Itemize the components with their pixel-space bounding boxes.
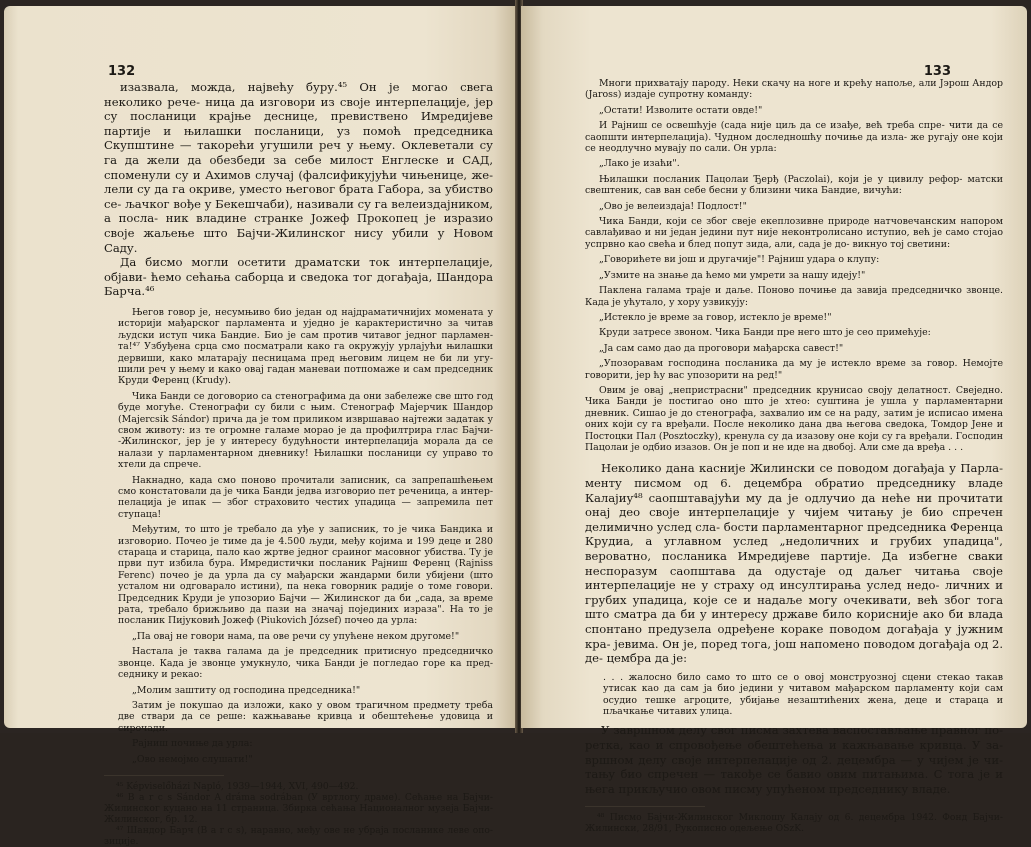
left-page	[4, 6, 517, 847]
footnote: ⁴⁸ Писмо Бајчи-Жилинског Миклошу Калају од 6. децембра 1942. Фонд Бајчи-Жилински, 28/91, Рукописно одељење OSzK.	[585, 812, 1003, 835]
memoir-paragraph: „Истекло је време за говор, истекло је време!"	[599, 311, 832, 323]
footnote: ⁴⁵ Képviselőházi Napló, 1939—1944, XVI, 490—492.	[116, 780, 359, 792]
footnotes	[104, 781, 493, 847]
paragraph: У завршном делу свог писма захтева васпостављање правног по- ретка, као и спровођење обештећења и кажњавање кривца. У за- вршном делу своје интерпелације од 2. децембра — у чијем је чи- тању био спречен — такође се бавио овим питањима. С тога је и њега прикључио овом писму упућеном председнику владе.	[585, 723, 1003, 796]
memoir-paragraph: Међутим, то што је требало да уђе у записник, то је чика Бандика и изговорио. Почео је тиме да је 4.500 људи, међу којима и 199 деце и 280 стараца и старица, пало као жртве једног сраиног масовног убиства. Ту је први пут избила бура. Имредистички посланик Рајниш Ференц (Rajniss Ferenc) почео је да урла да су мађарски жандарми били убијени (што усталом ни одговарало истини), па нека говорник радије о томе говори. Председник Круди је упозорио Бајчи — Жилинског да би „сада, за време рата, требало брижљиво да пази на значај појединих израза". На то је посланик Пијуковић Јожеф (Piukovich József) почео да урла:	[118, 524, 493, 627]
memoir-paragraph: Затим је покушао да изложи, како у овом трагичном предмету треба две ствари да се реше: кажњавање кривца и обештећење удовица и сирочади.	[118, 699, 493, 734]
memoir-paragraph: Настала је таква галама да је председник притиснуо председничко звонце. Када је звонце умукнуло, чика Банди је погледао горе ка пред- седнику и рекао:	[118, 646, 493, 681]
main-text	[104, 80, 493, 299]
memoir-paragraph: Овим је овај „непристрасни" председник крунисао своју делатност. Свеједно. Чика Банди је постигао оно што је хтео: суштина је ушла у парламентарни дневник. Сишао је до стенографа, захвалио им се на раду, затим је исписао имена оних који су га вређали. После неколико дана два његова сведока, Томдор Јене и Постоцки Пал (Posztoczky), кренула су да изазову оне који су га вређали. Господин Пацолаи је одбио изазов. Он је поп и не иде на двобој. Али сме да вређа . . .	[585, 384, 1003, 453]
memoir-paragraph: „Па овај не говори нама, па ове речи су упућене неком другоме!"	[132, 630, 460, 642]
memoir-paragraph: Њилашки посланик Пацолаи Ђерђ (Paczolai), који је у цивилу рефор- матски свештеник, сав ван себе бесни у близини чика Бандие, вичући:	[585, 173, 1003, 197]
memoir-paragraph: „Ово немојмо слушати!"	[132, 753, 253, 765]
memoir-paragraph: Многи прихватају пароду. Неки скачу на ноге и крећу напоље, али Јэрош Андор (Jaross) издаје супротну команду:	[585, 78, 1003, 101]
memoir-paragraph: И Рајниш се освешћује (сада није циљ да се изађе, већ треба спре- чити да се саопшти интерпелација). Чудном доследношћу почиње да изла- же ругају оне који се неодлучно мувају по сали. Он урла:	[585, 120, 1003, 155]
memoir-paragraph: Круди затресе звоном. Чика Банди пре него што је сео примећује:	[599, 327, 931, 339]
main-text	[585, 461, 1003, 665]
memoir-paragraph: Чика Банди, који се због свеје екеплозивне природе натчовечанским напором савлађивао и ни један једини пут није неконтролисано иступио, већ је само стојао успрвно као свећа и блед попут зида, али, сада је до- викнуо тој светини:	[585, 216, 1003, 250]
block-quote: . . . жалосно било само то што се о овој монструозној сцени стекао такав утисак као да сам ја био једини у читавом мађарском парламенту који сам осудио тешке агроците, убијање незаштићених жена, деце и стараца и пљачкање читавих улица.	[603, 671, 1003, 717]
memoir-paragraph: Рајниш почиње да урла:	[132, 738, 253, 750]
footnote-divider	[104, 775, 224, 776]
paragraph: Да бисмо могли осетити драматски ток интерпелације, објави- ћемо сећања саборца и сведока тог догађаја, Шандора Барча.⁴⁶	[104, 255, 493, 299]
memoir-paragraph: „Ја сам само дао да проговори мађарска савест!"	[599, 342, 844, 354]
memoir-paragraph: Паклена галама траје и даље. Поново почиње да завија председничко звонце. Када је ућутало, у хору узвикују:	[585, 285, 1003, 308]
memoir-paragraph: Накнадно, када смо поново прочитали записник, са запрепашћењем смо констатовали да је чика Банди једва изговорио пет реченица, а интер- пелација је ипак — због страховито честих упадица — запремила пет ступаца!	[118, 474, 493, 520]
page-number: 133	[923, 64, 951, 79]
memoir-paragraph: „Узмите на знање да ћемо ми умрети за нашу идеју!"	[599, 269, 866, 281]
footnotes	[585, 812, 1003, 834]
quoted-memoir	[585, 78, 1003, 453]
right-page	[521, 6, 1027, 835]
paragraph: изазвала, можда, највећу буру.⁴⁵ Он је могао свега неколико рече- ница да изговори из своје интерпелације, јер су посланици крајње деснице, превиствено Имредијеве партије и њилашки посланици, уз помоћ председника Скупштине — такорећи угушили реч у њему. Оклеветали су га да жели да обезбеди за себе милост Енглеске и САД, споменули су и Ахимов случај (фалсификујући чињенице, же- лели су да га окриве, уместо његовог брата Габора, за убиство се- љачког вође у Бекешчаби), називали су га велеиздајником, а посла- ник владине странке Јожеф Прокопец је изразио своје жаљење што Бајчи-Жилинског нису убили у Новом Саду.	[104, 80, 493, 255]
main-text	[585, 723, 1003, 796]
quoted-memoir	[118, 307, 493, 765]
memoir-paragraph: Чика Банди се договорио са стенографима да они забележе све што год буде могуће. Стенографи су били с њим. Стенограф Мајерчик Шандор (Majercsik Sándor) прича да је том приликом извршавао најтежи задатак у свом животу: из те огромне галаме морао је да профилтрира глас Бајчи- -Жилинског, јер је у интересу будућности интерпелација морала да се налази у парламентарном дневнику! Њилашки посланици су управо то хтели да спрече.	[118, 390, 493, 471]
footnote: ⁴⁶ B a r c s Sándor A dráma sodrában (У вртлогу драме). Сећање на Бајчи- Жилинског куцано на 11 страница. Збирка сећања Националног музеја Бајчи- Жилинског, бр. 12.	[104, 791, 493, 825]
footnote: ⁴⁷ Шандор Барч (B a r c s), наравно, међу ове не убраја посланике леве опо- зиције.	[104, 824, 493, 847]
memoir-paragraph: „Остати! Изволите остати овде!"	[599, 104, 763, 116]
footnote-divider	[585, 806, 705, 807]
paragraph: Неколико дана касније Жилински се поводом догађаја у Парла- менту писмом од 6. децембра обратио председнику владе Калајиу⁴⁸ саопштавајући му да је одлучио да неће ни прочитати онај део своје интерпелације у чијем читању је био спречен делимично услед сла- бости парламентарног председника Ференца Крудиа, а углавном услед „недоличних и грубих упадица", вероватно, посланика Имредијеве партије. Да избегне сваки неспоразум саопштава да одустаје од даљег читања своје интерпелације не у страху од инсултирања услед недо- личних и грубих упадица, које се и надаље могу очекивати, већ због тога што сматра да би у интересу државе било корисније ако би влада спонтано предузела одређене кораке поводом догађаја у јужним кра- јевима. Он је, поред тога, још напомено поводом догађаја од 2. де- цембра да је:	[585, 461, 1003, 666]
memoir-paragraph: „Упозоравам господина посланика да му је истекло време за говор. Немојте говорити, јер ћу вас упозорити на ред!"	[585, 358, 1003, 381]
memoir-paragraph: „Говорићете ви још и другачије"! Рајниш удара о клупу:	[599, 254, 880, 266]
memoir-paragraph: Његов говор је, несумњиво био један од најдраматичнијих момената у историји мађарског парламента и уједно је карактеристично за читав људски иступ чика Бандие. Био је сам против читавог једног парламен- та!⁴⁷ Узбуђена срца смо посматрали како га окружују урлајући њилашки дервиши, како млатарају песницама пред његовим лицем не би ли угу- шили реч у њему и како овај гадан маневаи потпомаже и сам председник Круди Ференц (Krudy).	[118, 306, 493, 387]
memoir-paragraph: „Лако је изаћи".	[599, 158, 680, 170]
page-number: 132	[108, 64, 136, 79]
memoir-paragraph: „Ово је велеиздаја! Подлост!"	[599, 200, 747, 212]
memoir-paragraph: „Молим заштиту од господина председника!"	[132, 684, 361, 696]
